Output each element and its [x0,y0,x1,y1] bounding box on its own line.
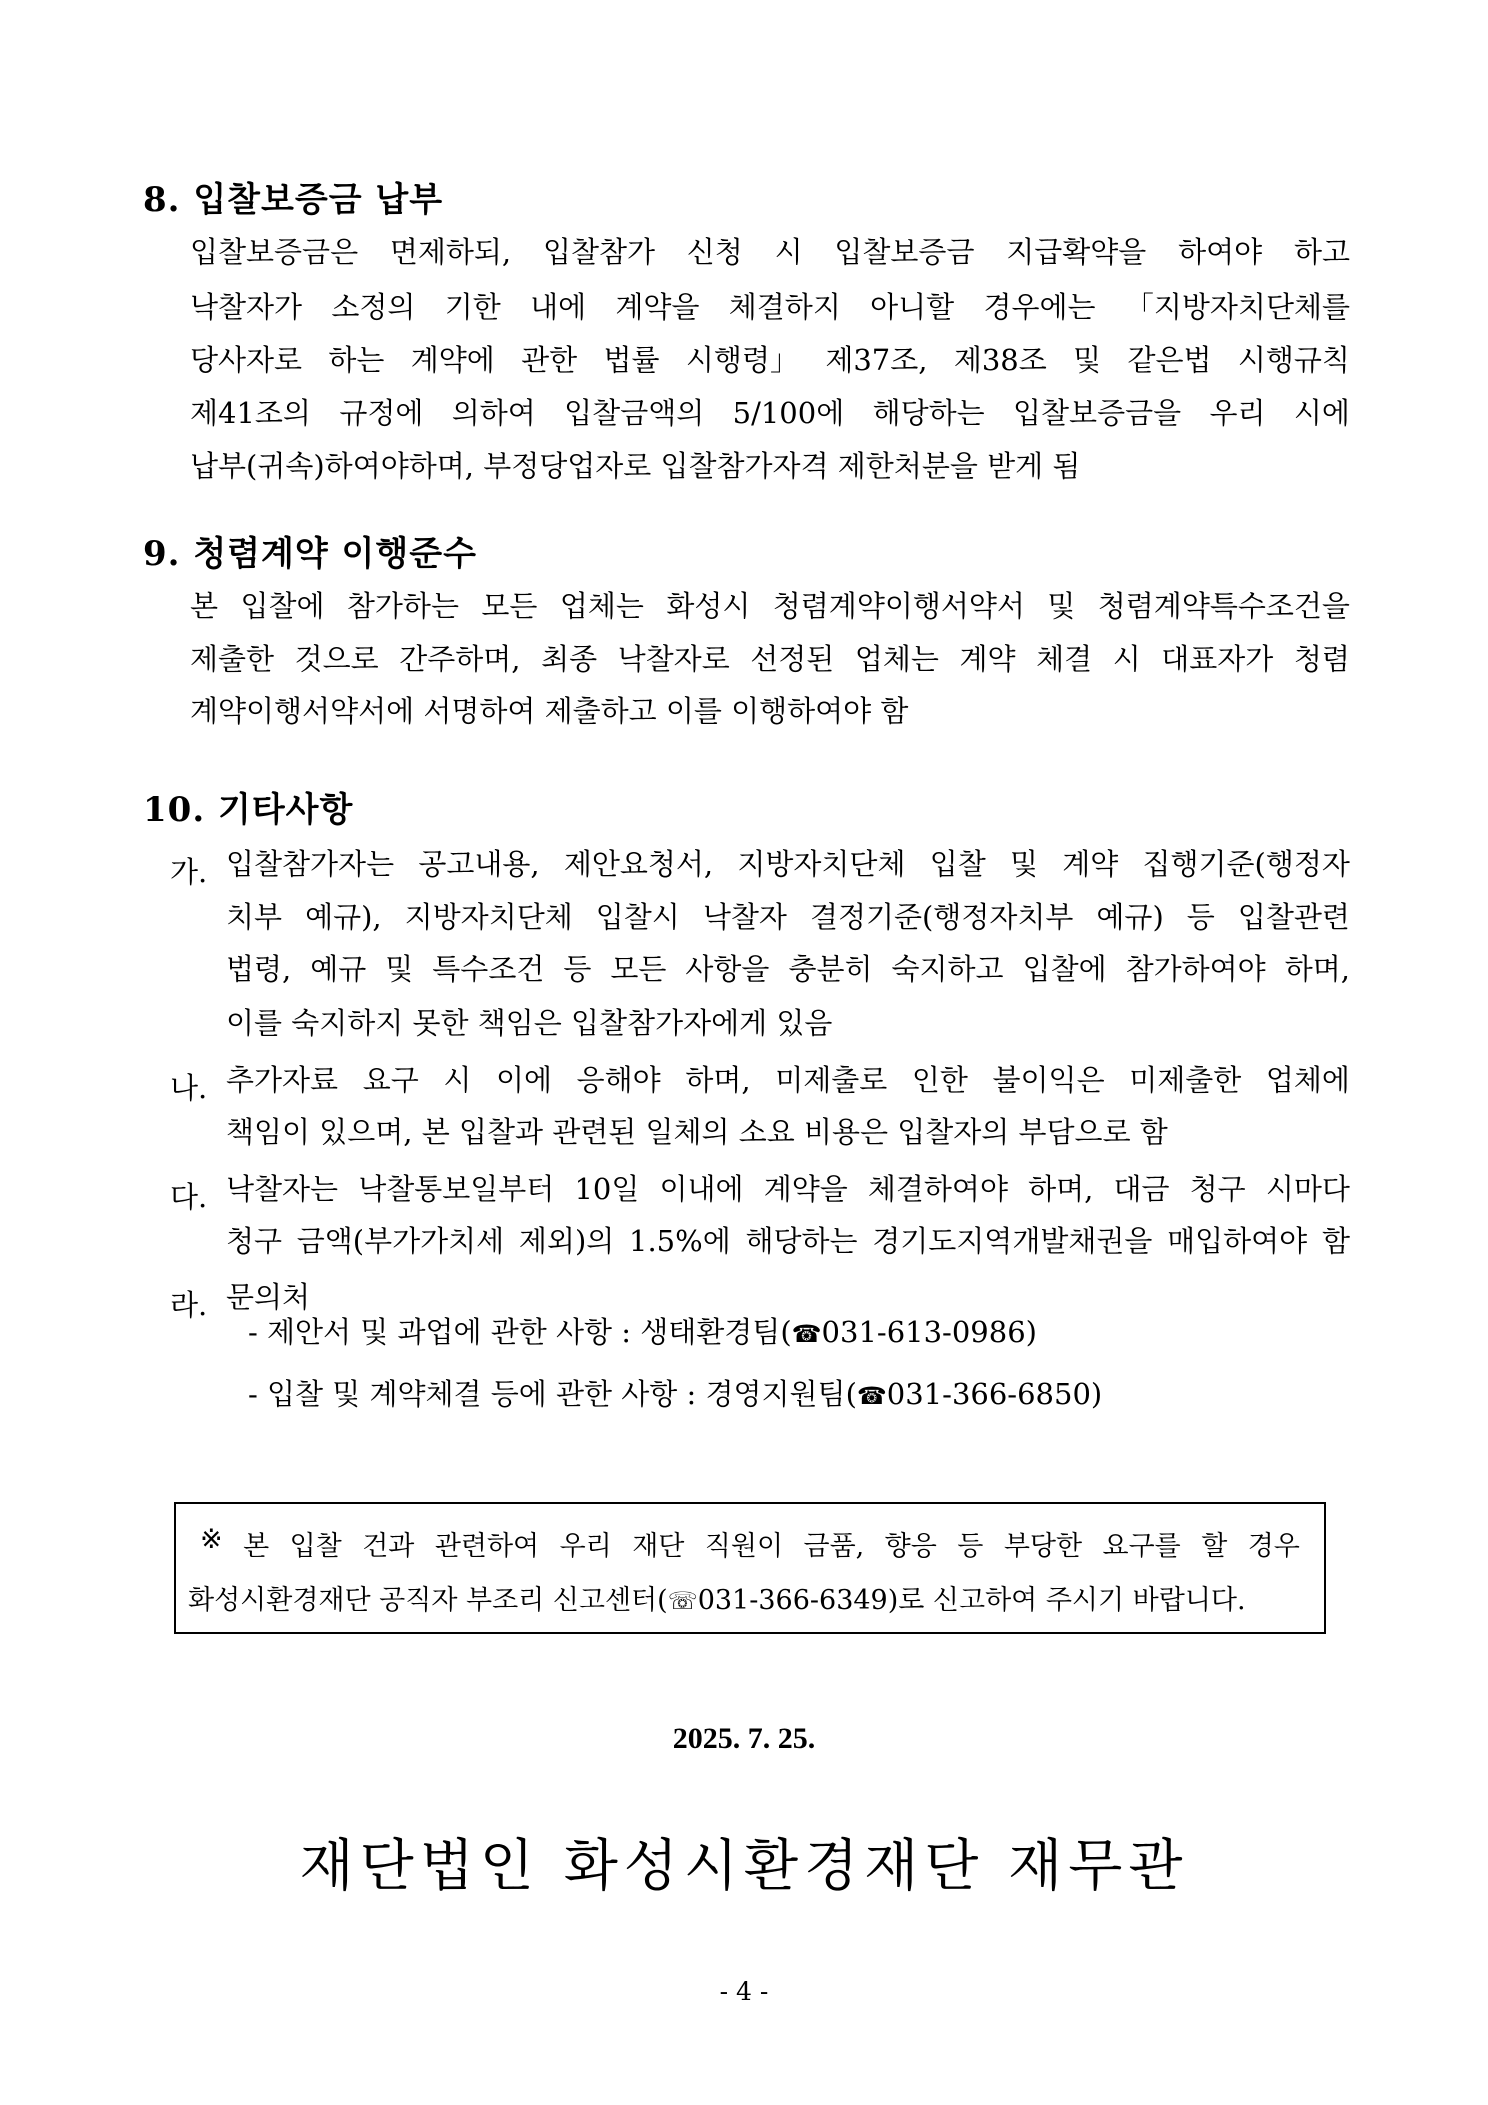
text-word: 대금 [1113,1172,1170,1206]
text-word: 업체는 [854,642,939,676]
text-word: 사항을 [685,952,770,986]
text-word: 계약이행서약서에 서명하여 제출하고 이를 이행하여야 함 [190,694,909,728]
text-word: 아니할 [870,290,955,324]
text-word: 경기도지역개발채권을 [872,1224,1153,1258]
text-word: 이를 숙지하지 못한 책임은 입찰참가자에게 있음 [226,1006,833,1040]
text-word: 규정에 [339,396,424,430]
text-word: 제38조 [953,343,1047,377]
text-word: 등 [563,952,592,986]
text-word: 해당하는 [745,1224,858,1258]
text-word: 제41조의 [190,396,311,430]
section-9-heading: 9. 청렴계약 이행준수 [143,534,477,574]
text-word: 함 [1321,1224,1350,1258]
text-word: 등 [1186,900,1215,934]
text-word: 최종 [541,642,598,676]
text-word: 지방자치단체 [737,847,906,881]
text-word: 이내에 [659,1172,744,1206]
section-10-item-line [226,952,1350,986]
text-word: 체결 [1036,642,1093,676]
text-word: 및 [1073,343,1102,377]
text-word: 공고내용, [418,847,540,881]
section-10-heading: 10. 기타사항 [143,790,354,830]
text-word: 할 [1201,1531,1228,1562]
text-word: 법률 [603,343,660,377]
text-word: 제출한 [190,642,275,676]
text-word: 특수조건 [432,952,545,986]
text-word: 재단 [632,1531,685,1562]
text-word: 지급확약을 [1006,235,1147,269]
section-9-line [190,589,1350,623]
contact-bidding-number: 031-366-6850) [886,1377,1103,1411]
text-word: 낙찰자로 [617,642,730,676]
text-word: 하며, [1284,952,1350,986]
text-word: 지방자치단체 [404,900,573,934]
text-word: 낙찰자는 [226,1172,339,1206]
text-word: 기한 [444,290,501,324]
text-word: 체결하여야 [867,1172,1008,1206]
text-word: 소정의 [331,290,416,324]
text-word: 경우에는 [983,290,1096,324]
section-9-line [190,694,1350,728]
text-word: 청렴 [1293,642,1350,676]
text-word: 충분히 [788,952,873,986]
text-word: 하며, [1028,1172,1094,1206]
text-word: 미제출한 [1129,1063,1242,1097]
text-word: 본 [243,1531,270,1562]
section-8-line [190,396,1350,430]
section-10-item-line [226,1172,1350,1206]
text-word: 시에 [1293,396,1350,430]
text-word: 제안요청서, [563,847,714,881]
text-word: 청렴계약특수조건을 [1097,589,1350,623]
text-word: 시 [774,235,803,269]
item-label: 나. [170,1071,208,1105]
text-word: 시행규칙 [1237,343,1350,377]
section-10-item-line [226,847,1350,881]
text-word: 치부 [226,900,283,934]
text-word: 직원이 [704,1531,784,1562]
text-word: 낙찰자 [702,900,787,934]
text-word: 입찰참가자는 [226,847,395,881]
section-10-item-line [226,900,1350,934]
text-word: 향응 [884,1531,937,1562]
text-word: 대표자가 [1161,642,1274,676]
text-word: 이에 [495,1063,553,1097]
section-10-item-line [226,1063,1350,1097]
text-word: 및 [1047,589,1076,623]
text-word: 체결하지 [728,290,841,324]
text-word: 불이익은 [992,1063,1105,1097]
text-word: 계약 [959,642,1016,676]
text-word: 업체에 [1265,1063,1350,1097]
text-word: 제37조, [825,343,928,377]
text-word: 문의처 [226,1280,311,1314]
phone-icon: ☎ [856,1382,887,1410]
phone-icon: ☎ [791,1320,822,1348]
text-word: 추가자료 [226,1063,339,1097]
section-8-line [190,235,1350,269]
text-word: 하며, [685,1063,751,1097]
text-word: 요구를 [1102,1531,1181,1562]
section-10-item-line [226,1224,1350,1258]
text-word: 입찰보증금은 [190,235,359,269]
text-word: 인한 [911,1063,968,1097]
text-word: 의하여 [451,396,536,430]
text-word: 금품, [803,1531,865,1562]
notice-box [174,1502,1326,1634]
text-word: 입찰참가 [542,235,655,269]
notice-line-2 [188,1578,1246,1617]
contact-proposal-number: 031-613-0986) [821,1315,1037,1349]
section-8-heading: 8. 입찰보증금 납부 [143,180,444,220]
text-word: 입찰시 [595,900,680,934]
section-10-item-line [226,1006,1350,1040]
text-word: 및 [385,952,414,986]
text-word: 계약을 [615,290,700,324]
text-word: 면제하되, [389,235,512,269]
issuing-organization: 재단법인 화성시환경재단 재무관 [299,1834,1189,1899]
text-word: 하는 [328,343,385,377]
document-date: 2025. 7. 25. [672,1722,816,1755]
text-word: 해당하는 [872,396,985,430]
item-label: 라. [170,1288,208,1322]
text-word: 책임이 있으며, 본 입찰과 관련된 일체의 소요 비용은 입찰자의 부담으로 함 [226,1115,1168,1149]
text-word: 등 [957,1531,984,1562]
text-word: 예규 [310,952,367,986]
text-word: 요구 [362,1063,419,1097]
text-word: 납부(귀속)하여야하며, 부정당업자로 입찰참가자격 제한처분을 받게 됨 [190,449,1081,483]
text-word: 및 [1009,847,1038,881]
contact-proposal-label: - 제안서 및 과업에 관한 사항 : 생태환경팀( [248,1315,792,1349]
section-8-line [190,343,1350,377]
text-word: 입찰금액의 [564,396,705,430]
text-word: 청렴계약이행서약서 [772,589,1025,623]
text-word: 참가하는 [346,589,459,623]
text-word: 청구 [226,1224,283,1258]
text-word: 예규) [1096,900,1164,934]
text-word: 입찰에 [240,589,325,623]
section-8-line [190,449,1350,483]
text-word: 숙지하고 [891,952,1004,986]
text-word: 10일 [574,1172,640,1206]
section-10-item-line [226,1115,1350,1149]
text-word: 「지방자치단체를 [1124,290,1350,324]
text-word: 신청 [686,235,743,269]
page-number: - 4 - [719,1977,769,2006]
notice-line-2-prefix: 화성시환경재단 공직자 부조리 신고센터( [188,1585,668,1616]
text-word: 본 [190,589,219,623]
section-10-item-line [226,1280,1350,1314]
text-word: 시 [1112,642,1141,676]
text-word: 하고 [1293,235,1350,269]
text-word: 입찰보증금을 [1013,396,1182,430]
text-word: 입찰 [929,847,986,881]
text-word: 낙찰통보일부터 [358,1172,555,1206]
notice-line-1 [200,1524,1300,1563]
text-word: 모든 [481,589,538,623]
phone-icon: ☏ [667,1587,698,1615]
text-word: 금액(부가가치세 [296,1224,505,1258]
text-word: 예규), [305,900,382,934]
text-word: 선정된 [750,642,835,676]
text-word: 간주하며, [399,642,521,676]
text-word: 미제출로 [775,1063,888,1097]
text-word: 집행기준(행정자 [1142,847,1350,881]
contact-bidding-label: - 입찰 및 계약체결 등에 관한 사항 : 경영지원팀( [248,1377,857,1411]
section-8-line [190,290,1350,324]
text-word: 낙찰자가 [190,290,303,324]
text-word: 법령, [226,952,292,986]
text-word: 업체는 [559,589,644,623]
text-word: 화성시 [666,589,751,623]
text-word: 관련하여 [434,1531,540,1562]
text-word: 계약에 [410,343,495,377]
text-word: 청구 [1189,1172,1246,1206]
text-word: 우리 [559,1531,612,1562]
text-word: 것으로 [294,642,379,676]
text-word: 결정기준(행정자치부 [809,900,1074,934]
text-word: 입찰보증금 [834,235,975,269]
text-word: 건과 [362,1531,415,1562]
text-word: 내에 [530,290,587,324]
notice-line-2-suffix: 031-366-6349)로 신고하여 주시기 바랍니다. [697,1585,1246,1616]
contact-proposal [248,1315,1037,1349]
text-word: 계약을 [763,1172,848,1206]
item-label: 가. [170,855,208,889]
text-word: 시 [443,1063,472,1097]
text-word: 관한 [521,343,578,377]
text-word: 당사자로 [190,343,303,377]
reference-mark-icon: ※ [200,1524,223,1555]
text-word: 시행령」 [685,343,799,377]
text-word: 경우 [1247,1531,1300,1562]
text-word: 입찰에 [1022,952,1107,986]
text-word: 제외)의 [518,1224,615,1258]
text-word: 입찰 [289,1531,342,1562]
item-label: 다. [170,1180,208,1214]
text-word: 참가하여야 [1125,952,1266,986]
text-word: 1.5%에 [629,1224,731,1258]
text-word: 5/100에 [732,396,845,430]
section-9-line [190,642,1350,676]
text-word: 응해야 [576,1063,661,1097]
text-word: 시마다 [1265,1172,1350,1206]
text-word: 우리 [1209,396,1266,430]
contact-bidding [248,1377,1103,1411]
text-word: 같은법 [1127,343,1212,377]
text-word: 매입하여야 [1167,1224,1308,1258]
text-word: 계약 [1062,847,1119,881]
text-word: 부당한 [1003,1531,1083,1562]
text-word: 모든 [610,952,667,986]
text-word: 하여야 [1178,235,1263,269]
text-word: 입찰관련 [1237,900,1350,934]
